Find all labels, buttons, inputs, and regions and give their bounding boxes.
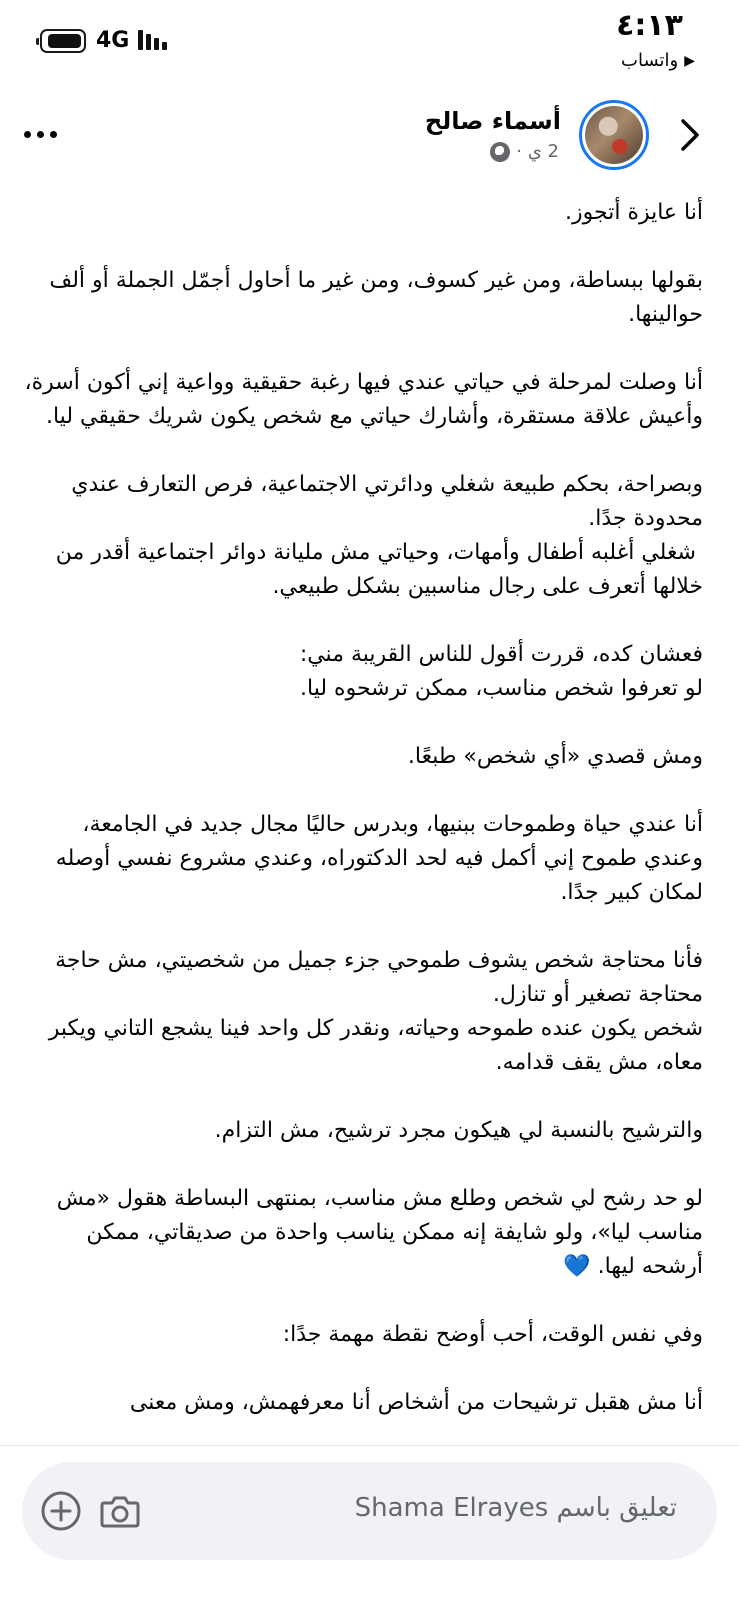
add-icon[interactable] [40,1490,82,1532]
post-paragraph: لو حد رشح لي شخص وطلع مش مناسب، بمنتهى البساطة هقول «مش مناسب ليا»، ولو شايفة إنه ممكن يناسب واحدة من صديقاتي، ممكن أرشحه ليها. 💙 [49,1186,703,1279]
post-paragraph: والترشيح بالنسبة لي هيكون مجرد ترشيح، مش التزام. [214,1118,703,1143]
post-paragraph: أنا مش هقبل ترشيحات من أشخاص أنا معرفهمش، ومش معنى [129,1390,703,1415]
avatar[interactable] [579,100,649,170]
camera-icon[interactable] [98,1489,142,1533]
post-paragraph: أنا عندي حياة وطموحات ببنيها، وبدرس حاليًا مجال جديد في الجامعة، وعندي طموح إني أكمل فيه لحد الدكتوراه، وعندي مشروع نفسي أوصله لمكان كبير جدًا. [48,812,703,905]
post-paragraph: فعشان كده، قررت أقول للناس القريبة مني: لو تعرفوا شخص مناسب، ممكن ترشحوه ليا. [299,642,703,701]
post-paragraph: أنا عايزة أتجوز. [565,200,703,225]
more-options-button[interactable] [24,119,57,149]
post-paragraph: ومش قصدي «أي شخص» طبعًا. [407,744,703,769]
comment-input[interactable] [22,1462,717,1560]
back-arrow-icon: ▶ [684,52,695,69]
network-type: 4G [96,28,130,53]
post-paragraph: وبصراحة، بحكم طبيعة شغلي ودائرتي الاجتماعية، فرص التعارف عندي محدودة جدًا. شغلي أغلبه أطفال وأمهات، وحياتي مش مليانة دوائر اجتماعية أقدر من خلالها أتعرف على رجال مناسبين بشكل طبيعي. [55,472,703,599]
post-body [17,196,703,1448]
globe-icon [490,142,510,162]
signal-icon [138,30,167,50]
comment-placeholder: تعليق باسم Shama Elrayes [354,1493,677,1523]
post-paragraph: وفي نفس الوقت، أحب أوضح نقطة مهمة جدًا: [282,1322,703,1347]
post-paragraph: بقولها ببساطة، ومن غير كسوف، ومن غير ما أحاول أجمّل الجملة أو ألف حوالينها. [42,268,703,327]
status-bar [0,0,739,78]
post-header [0,95,739,180]
post-meta [490,141,559,162]
author-name[interactable]: أسماء صالح [424,107,561,135]
back-to-app-link[interactable] [621,50,695,71]
battery-icon [40,29,86,53]
back-app-label: واتساب [621,50,679,71]
post-paragraph: أنا وصلت لمرحلة في حياتي عندي فيها رغبة حقيقية وواعية إني أكون أسرة، وأعيش علاقة مستقرة، وأشارك حياتي مع شخص يكون شريك حقيقي ليا. [17,370,703,429]
status-time: ٤:١٣ [616,8,683,43]
post-paragraph: فأنا محتاجة شخص يشوف طموحي جزء جميل من شخصيتي، مش حاجة محتاجة تصغير أو تنازل. شخص يكون عنده طموحه وحياته، ونقدر كل واحد فينا يشجع التاني ويكبر معاه، مش يقف قدامه. [48,948,703,1075]
post-time[interactable]: 2 ي · [516,141,559,162]
comment-bar [0,1445,739,1600]
back-chevron-icon[interactable] [675,115,705,155]
